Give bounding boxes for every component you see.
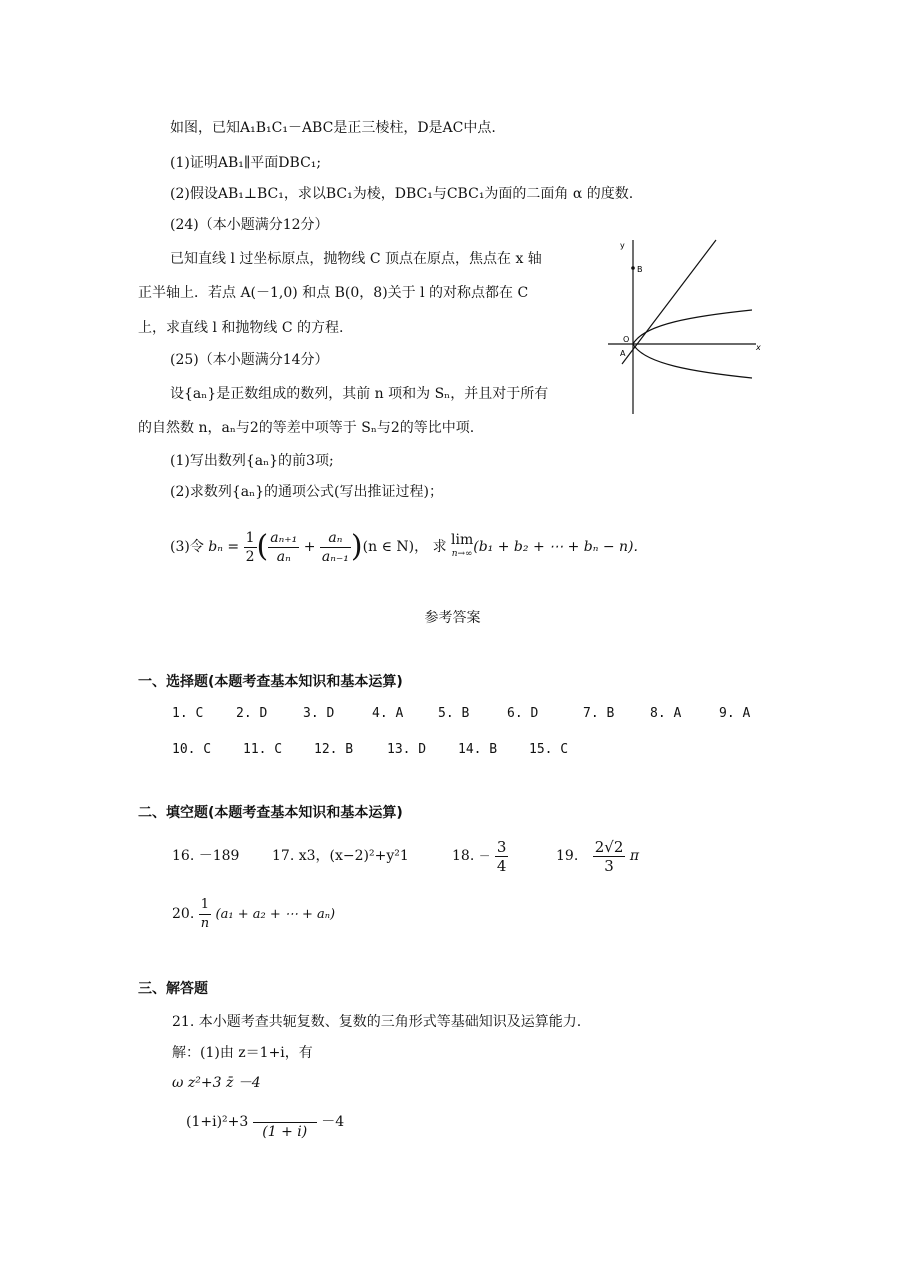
label-a: A [620, 349, 626, 358]
f1-den: aₙ [276, 548, 291, 565]
part3-sum: (b₁ + b₂ + ⋯ + bₙ − n). [473, 539, 638, 555]
sol-line2: ω z²+3 z̄ －4 [172, 1075, 261, 1091]
q23-part1: (1)证明AB₁∥平面DBC₁; [170, 155, 322, 171]
q23-stem: 如图，已知A₁B₁C₁－ABC是正三棱柱，D是AC中点. [170, 120, 496, 136]
sol3-den: (1 + i) [262, 1123, 308, 1140]
answer-9: 9. A [719, 706, 751, 721]
q21-intro: 21. 本小题考查共轭复数、复数的三角形式等基础知识及运算能力. [172, 1014, 582, 1030]
q25-part2: (2)求数列{aₙ}的通项公式(写出推证过程)； [170, 484, 443, 500]
a20-den: n [200, 915, 210, 931]
point-b [631, 266, 635, 270]
a20-fraction [199, 896, 211, 933]
a18-sign: − [478, 848, 491, 864]
answer-7: 7. B [583, 706, 615, 721]
a19-den: 3 [604, 856, 614, 875]
a18-fraction [495, 838, 509, 875]
answer-1: 1. C [172, 706, 204, 721]
answer-17: 17. x3，(x−2)²+y²1 [272, 848, 409, 864]
answer-13: 13. D [387, 742, 427, 757]
answer-5: 5. B [438, 706, 470, 721]
line-l [622, 240, 716, 364]
part3-ask: 求 [432, 539, 447, 555]
a18-den: 4 [496, 856, 507, 875]
a20-expr: (a₁ + a₂ + ⋯ + aₙ) [215, 907, 336, 922]
half-den: 2 [245, 548, 255, 565]
q24-line2: 正半轴上．若点 A(－1,0) 和点 B(0，8)关于 l 的对称点都在 C [138, 285, 529, 301]
q25-header: (25)（本小题满分14分） [170, 352, 329, 368]
a18-num: 3 [496, 837, 507, 856]
sol-line1: 解：(1)由 z＝1+i，有 [172, 1045, 313, 1061]
q24-header: (24)（本小题满分12分） [170, 217, 329, 233]
a19-label: 19. [556, 848, 579, 864]
answer-3: 3. D [303, 706, 335, 721]
q23-part2: (2)假设AB₁⊥BC₁，求以BC₁为棱，DBC₁与CBC₁为面的二面角 α 的度数. [170, 186, 634, 202]
q24-line3: 上，求直线 l 和抛物线 C 的方程. [138, 320, 344, 336]
answer-16: 16. －189 [172, 848, 240, 864]
sol-line3 [186, 1102, 344, 1142]
answer-11: 11. C [243, 742, 283, 757]
answer-4: 4. A [372, 706, 404, 721]
fraction-2 [320, 529, 351, 566]
part3-bn: bₙ = [208, 539, 240, 555]
half-fraction [244, 529, 257, 566]
lim-sub: n→∞ [451, 549, 473, 559]
q25-line2: 的自然数 n，aₙ与2的等差中项等于 Sₙ与2的等比中项. [138, 420, 475, 436]
label-o: O [623, 335, 630, 344]
q25-part1: (1)写出数列{aₙ}的前3项; [170, 453, 334, 469]
a18-label: 18. [452, 848, 475, 864]
answer-2: 2. D [236, 706, 268, 721]
label-b: B [637, 265, 643, 274]
answer-10: 10. C [172, 742, 212, 757]
a19-fraction [593, 838, 626, 875]
label-y: y [620, 241, 625, 250]
a20-num: 1 [199, 896, 211, 915]
q24-line1: 已知直线 l 过坐标原点，抛物线 C 顶点在原点，焦点在 x 轴 [170, 251, 542, 267]
answer-6: 6. D [507, 706, 539, 721]
q25-part3 [170, 522, 638, 572]
section1-title: 一、选择题(本题考查基本知识和基本运算) [138, 674, 403, 690]
a20-label: 20. [172, 906, 195, 922]
answer-8: 8. A [650, 706, 682, 721]
f2-num: aₙ [320, 529, 351, 548]
limit [451, 533, 473, 561]
parabola-figure [604, 236, 770, 416]
answers-title: 参考答案 [424, 610, 481, 626]
answer-20 [172, 892, 335, 936]
section2-title: 二、填空题(本题考查基本知识和基本运算) [138, 805, 403, 821]
lim-word: lim [451, 532, 474, 548]
plus-sign: + [303, 539, 316, 555]
section3-title: 三、解答题 [138, 981, 208, 997]
part3-prefix: (3)令 [170, 539, 204, 555]
label-x: x [756, 343, 761, 352]
sol3-fraction [253, 1104, 317, 1141]
answer-12: 12. B [314, 742, 354, 757]
a19-pi: π [629, 848, 640, 864]
answer-18 [452, 834, 508, 878]
part3-domain: (n ∈ N)， [362, 539, 429, 555]
q25-line1: 设{aₙ}是正数组成的数列，其前 n 项和为 Sₙ，并且对于所有 [170, 386, 549, 402]
answer-14: 14. B [458, 742, 498, 757]
f2-den: aₙ₋₁ [321, 548, 349, 565]
sol3-right: －4 [321, 1114, 345, 1130]
sol3-left: (1+i)²+3 [186, 1114, 249, 1130]
paren-open: ( [256, 529, 269, 564]
half-num: 1 [245, 529, 255, 546]
answer-15: 15. C [529, 742, 569, 757]
answer-19 [556, 834, 639, 878]
f1-num: aₙ₊₁ [270, 529, 298, 546]
fraction-1 [268, 529, 299, 566]
paren-close: ) [350, 529, 363, 564]
a19-num: 2√2 [594, 837, 624, 856]
